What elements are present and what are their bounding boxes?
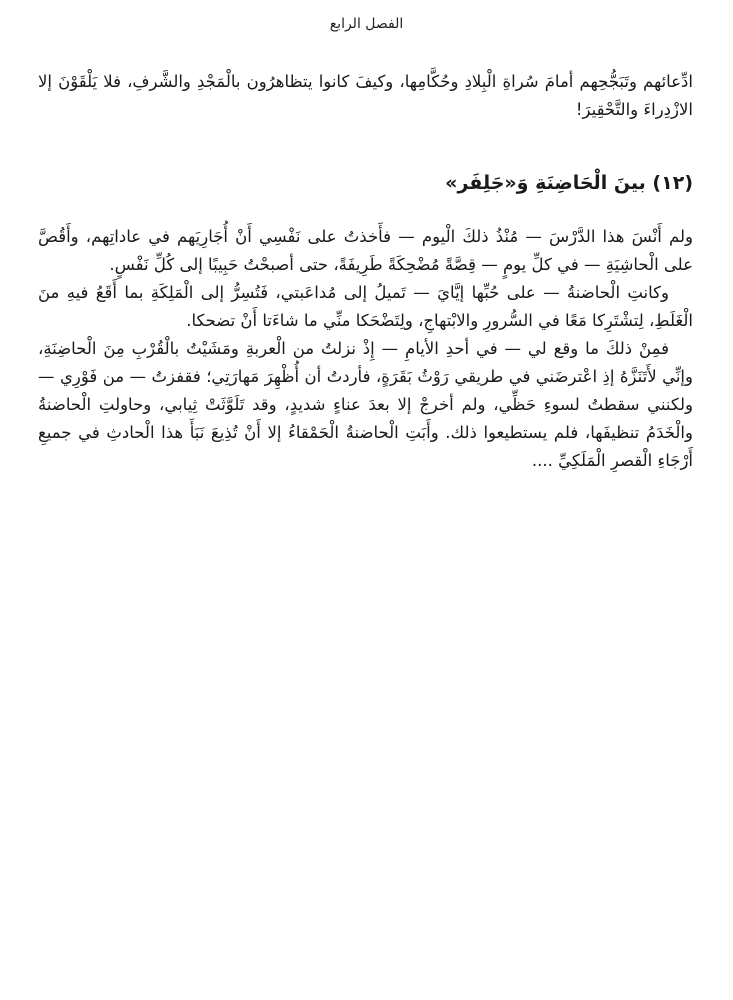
continuation-paragraph: ادِّعائهم وتَبَجُّحِهم أمامَ سُراةِ الْبِلادِ وحُكَّامِها، وكيفَ كانوا يتظاهرُون بالْمَجْدِ والشَّرفِ، فلا يَلْقَوْنَ إلا الازْدِراءَ والتَّحْقِيرَ! [38, 72, 693, 119]
paragraph: وكانتِ الْحاضنةُ — على حُبِّها إيَّايَ — تَميلُ إلى مُداعَبتي، فَتُسِرُّ إلى الْمَلِكَةِ بما أَقَعُ فيهِ منَ الْغَلَطِ، لِتشْتَرِكا مَعًا في السُّرورِ والابْتهاجِ، ولِتَضْحَكا منِّي ما شاءَتا أَنْ تضحكا. [38, 283, 693, 330]
running-head-chapter-title: الفصل الرابع [329, 16, 404, 32]
opening-text-block [38, 68, 693, 124]
paragraph: ولم أَنْسَ هذا الدَّرْسَ — مُنْذُ ذلكَ الْيوم — فأَخذتُ على نَفْسِي أَنْ أُجَارِيَهم في عاداتِهم، وأَقُصَّ على الْحاشِيَةِ — في كلِّ يومٍ — قِصَّةً مُضْحِكَةً طَرِيفَةً، حتى أصبحْتُ حَبِيبًا إلى كُلِّ نَفْسٍ. [38, 227, 693, 274]
paragraph: فمِنْ ذلكَ ما وقع لي — في أحدِ الأيامِ — إِذْ نزلتُ من الْعربةِ ومَشَيْتُ بالْقُرْبِ مِنَ الْحاضِنَةِ، وإنِّي لأَتَنَزَّهُ إذِ اعْترضَني في طريقي رَوْثُ بَقَرَةٍ، فأردتُ أن أُظْهِرَ مَهارَتِي؛ فقفزتُ — من فَوْرِي — ولكنني سقطتُ لسوءِ حَظِّي، ولم أخرجْ إلا بعدَ عناءٍ شديدٍ، وقد تَلَوَّثَتْ ثِيابي، وحاولتِ الْحاضنةُ والْخَدَمُ تنظيفَها، فلم يستطيعوا ذلك. وأَبَتِ الْحاضنةُ الْحَمْقاءُ إلا أَنْ تُذِيعَ نَبَأَ هذا الْحادثِ في جميعِ أَرْجَاءِ الْقصرِ الْمَلَكِيِّ .... [38, 339, 693, 470]
section-body [38, 223, 693, 475]
section-heading: (١٢) بينَ الْحَاضِنَةِ وَ«جَلِفَر» [445, 172, 693, 194]
